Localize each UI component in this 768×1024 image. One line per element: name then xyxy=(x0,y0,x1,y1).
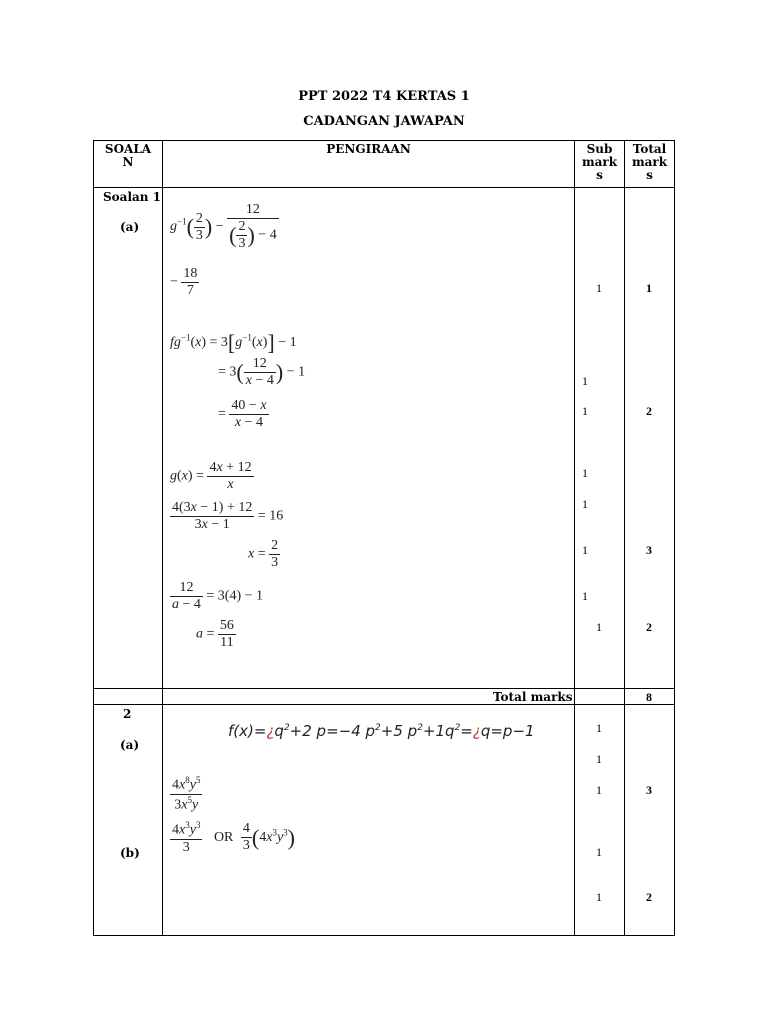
sub-mark: 1 xyxy=(596,620,602,634)
header-sub-marks: Sub mark s xyxy=(581,142,618,182)
math-a-value: a = $\frac{56}{11}$ xyxy=(196,618,234,650)
math-g-inverse: $g^{-1}$( $\frac{2}{3}$ ) − 12 ( $\frac{2}{3}$ ) − 4 xyxy=(170,202,277,251)
math-x-value: x = $\frac{2}{3}$ xyxy=(248,538,279,570)
math-q2-f-of-x: $f(x)=¿q^2+2$ p=−4 $p^2+5$ $p^2+1q^2=¿q=p-1$ xyxy=(228,722,535,740)
question-1-part-a: (a) xyxy=(120,220,140,234)
total-mark: 3 xyxy=(646,543,652,557)
header-total-marks: Total mark s xyxy=(631,142,668,182)
math-fg-inverse: $fg^{-1}(x) = 3[g^{-1}(x)] - 1$ xyxy=(170,330,297,355)
header-soalan: SOALA N xyxy=(104,142,152,169)
sub-mark: 1 xyxy=(596,281,602,295)
sub-mark: 1 xyxy=(582,404,588,418)
total-mark: 1 xyxy=(646,281,652,295)
sub-mark: 1 xyxy=(582,589,588,603)
question-2-label: 2 xyxy=(123,707,132,721)
math-g-of-x: g(x) = $\frac{4x + 12}{x}$ xyxy=(170,460,252,492)
total-marks-label: Total marks xyxy=(493,690,573,704)
total-mark: 3 xyxy=(646,783,652,797)
sub-mark: 1 xyxy=(582,466,588,480)
math-a-equation: $\frac{12}{a - 4}$ = 3(4) − 1 xyxy=(172,580,264,612)
total-mark: 2 xyxy=(646,620,652,634)
sub-mark: 1 xyxy=(582,497,588,511)
sub-mark: 1 xyxy=(582,374,588,388)
sub-mark: 1 xyxy=(596,721,602,735)
math-step-2: = 3( $\frac{12}{x - 4}$ ) − 1 xyxy=(218,356,306,388)
math-step-3: = $\frac{40 - x}{x - 4}$ xyxy=(218,398,267,430)
or-text: OR xyxy=(213,830,234,846)
sub-mark: 1 xyxy=(596,783,602,797)
math-q2-fraction-2: $\frac{4x^3y^3}{3}$ OR $\frac{4}{3}$ $(4x^3y^3)$ xyxy=(172,820,295,855)
question-2-part-b: (b) xyxy=(120,846,140,860)
document-subtitle: CADANGAN JAWAPAN xyxy=(303,114,465,129)
header-pengiraan: PENGIRAAN xyxy=(326,142,411,156)
sub-mark: 1 xyxy=(596,890,602,904)
sub-mark: 1 xyxy=(596,752,602,766)
sub-mark: 1 xyxy=(596,845,602,859)
math-equation-16: $\frac{4(3x - 1) + 12}{3x - 1}$ = 16 xyxy=(172,500,284,532)
sub-mark: 1 xyxy=(582,543,588,557)
question-2-part-a: (a) xyxy=(120,738,140,752)
total-mark: 2 xyxy=(646,404,652,418)
document-title: PPT 2022 T4 KERTAS 1 xyxy=(298,89,470,104)
total-mark: 2 xyxy=(646,890,652,904)
question-1-label: Soalan 1 xyxy=(103,190,162,204)
math-q2-fraction-1: $\frac{4x^8y^5}{3x^5y}$ xyxy=(172,775,201,813)
total-marks-value: 8 xyxy=(646,690,652,704)
math-result-1: − $\frac{18}{7}$ xyxy=(170,266,198,298)
